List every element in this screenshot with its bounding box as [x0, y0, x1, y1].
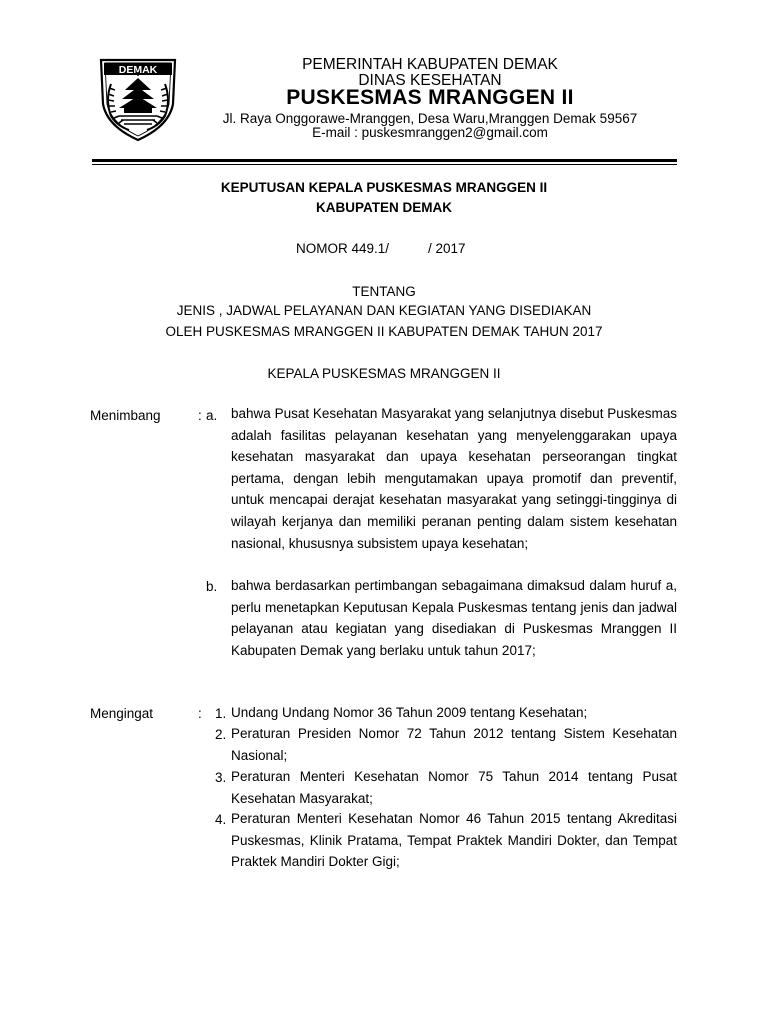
mengingat-item-2-text: Peraturan Presiden Nomor 72 Tahun 2012 tentang Sistem Kesehatan Nasional;	[231, 726, 677, 763]
mengingat-item-4-mark: 4.	[215, 812, 227, 827]
mengingat-item-4-text: Peraturan Menteri Kesehatan Nomor 46 Tahun 2015 tentang Akreditasi Puskesmas, Klinik Pratama, Tempat Praktek Mandiri Dokter, dan Tempat Praktek Mandiri Dokter Gigi;	[231, 811, 677, 870]
decree-number-year: / 2017	[428, 241, 466, 256]
decree-title: KEPUTUSAN KEPALA PUSKESMAS MRANGGEN II	[220, 180, 548, 195]
decree-number-label: NOMOR 449.1/	[296, 241, 390, 256]
menimbang-item-a-mark: a.	[206, 408, 218, 423]
header-address: Jl. Raya Onggorawe-Mranggen, Desa Waru,Mranggen Demak 59567	[222, 111, 638, 126]
mengingat-item-3-text: Peraturan Menteri Kesehatan Nomor 75 Tahun 2014 tentang Pusat Kesehatan Masyarakat;	[231, 769, 677, 806]
decree-official: KEPALA PUSKESMAS MRANGGEN II	[267, 366, 501, 381]
logo-banner-text: DEMAK	[118, 64, 158, 76]
letterhead-rule-thick	[92, 159, 677, 162]
mengingat-label: Mengingat	[90, 706, 154, 721]
menimbang-item-b-mark: b.	[206, 579, 218, 594]
menimbang-colon: :	[198, 408, 202, 423]
header-department: DINAS KESEHATAN	[358, 72, 502, 89]
header-institution: PUSKESMAS MRANGGEN II	[286, 86, 574, 109]
header-government: PEMERINTAH KABUPATEN DEMAK	[302, 56, 558, 73]
header-email: E-mail : puskesmranggen2@gmail.com	[312, 125, 548, 140]
mengingat-item-2-mark: 2.	[215, 727, 227, 742]
decree-subject-line1: JENIS , JADWAL PELAYANAN DAN KEGIATAN YANG DISEDIAKAN	[176, 303, 592, 318]
demak-crest-logo	[93, 54, 183, 144]
menimbang-item-a-text: bahwa Pusat Kesehatan Masyarakat yang selanjutnya disebut Puskesmas adalah fasilitas pelayanan kesehatan yang menyelenggarakan upaya kesehatan masyarakat dan upaya kesehatan perseorangan tingkat pertama, dengan lebih mengutamakan upaya promotif dan preventif, untuk mencapai derajat kesehatan masyarakat yang setinggi-tingginya di wilayah kerjanya dan memiliki peranan penting dalam sistem kesehatan nasional, khususnya subsistem upaya kesehatan;	[231, 406, 677, 551]
menimbang-item-b-text: bahwa berdasarkan pertimbangan sebagaimana dimaksud dalam huruf a, perlu menetapkan Keputusan Kepala Puskesmas tentang jenis dan jadwal pelayanan atau kegiatan yang disediakan di Puskesmas Mranggen II Kabupaten Demak yang berlaku untuk tahun 2017;	[231, 578, 677, 658]
menimbang-label: Menimbang	[90, 408, 161, 423]
mengingat-colon: :	[198, 706, 202, 721]
mengingat-item-3-mark: 3.	[215, 770, 227, 785]
decree-subject-line2: OLEH PUSKESMAS MRANGGEN II KABUPATEN DEMAK TAHUN 2017	[165, 324, 603, 339]
decree-title-region: KABUPATEN DEMAK	[316, 200, 452, 215]
letterhead-rule-thin	[92, 164, 677, 165]
mengingat-item-1-text: Undang Undang Nomor 36 Tahun 2009 tentang Kesehatan;	[231, 705, 588, 720]
mengingat-item-1-mark: 1.	[215, 706, 227, 721]
tentang-heading: TENTANG	[352, 284, 416, 299]
